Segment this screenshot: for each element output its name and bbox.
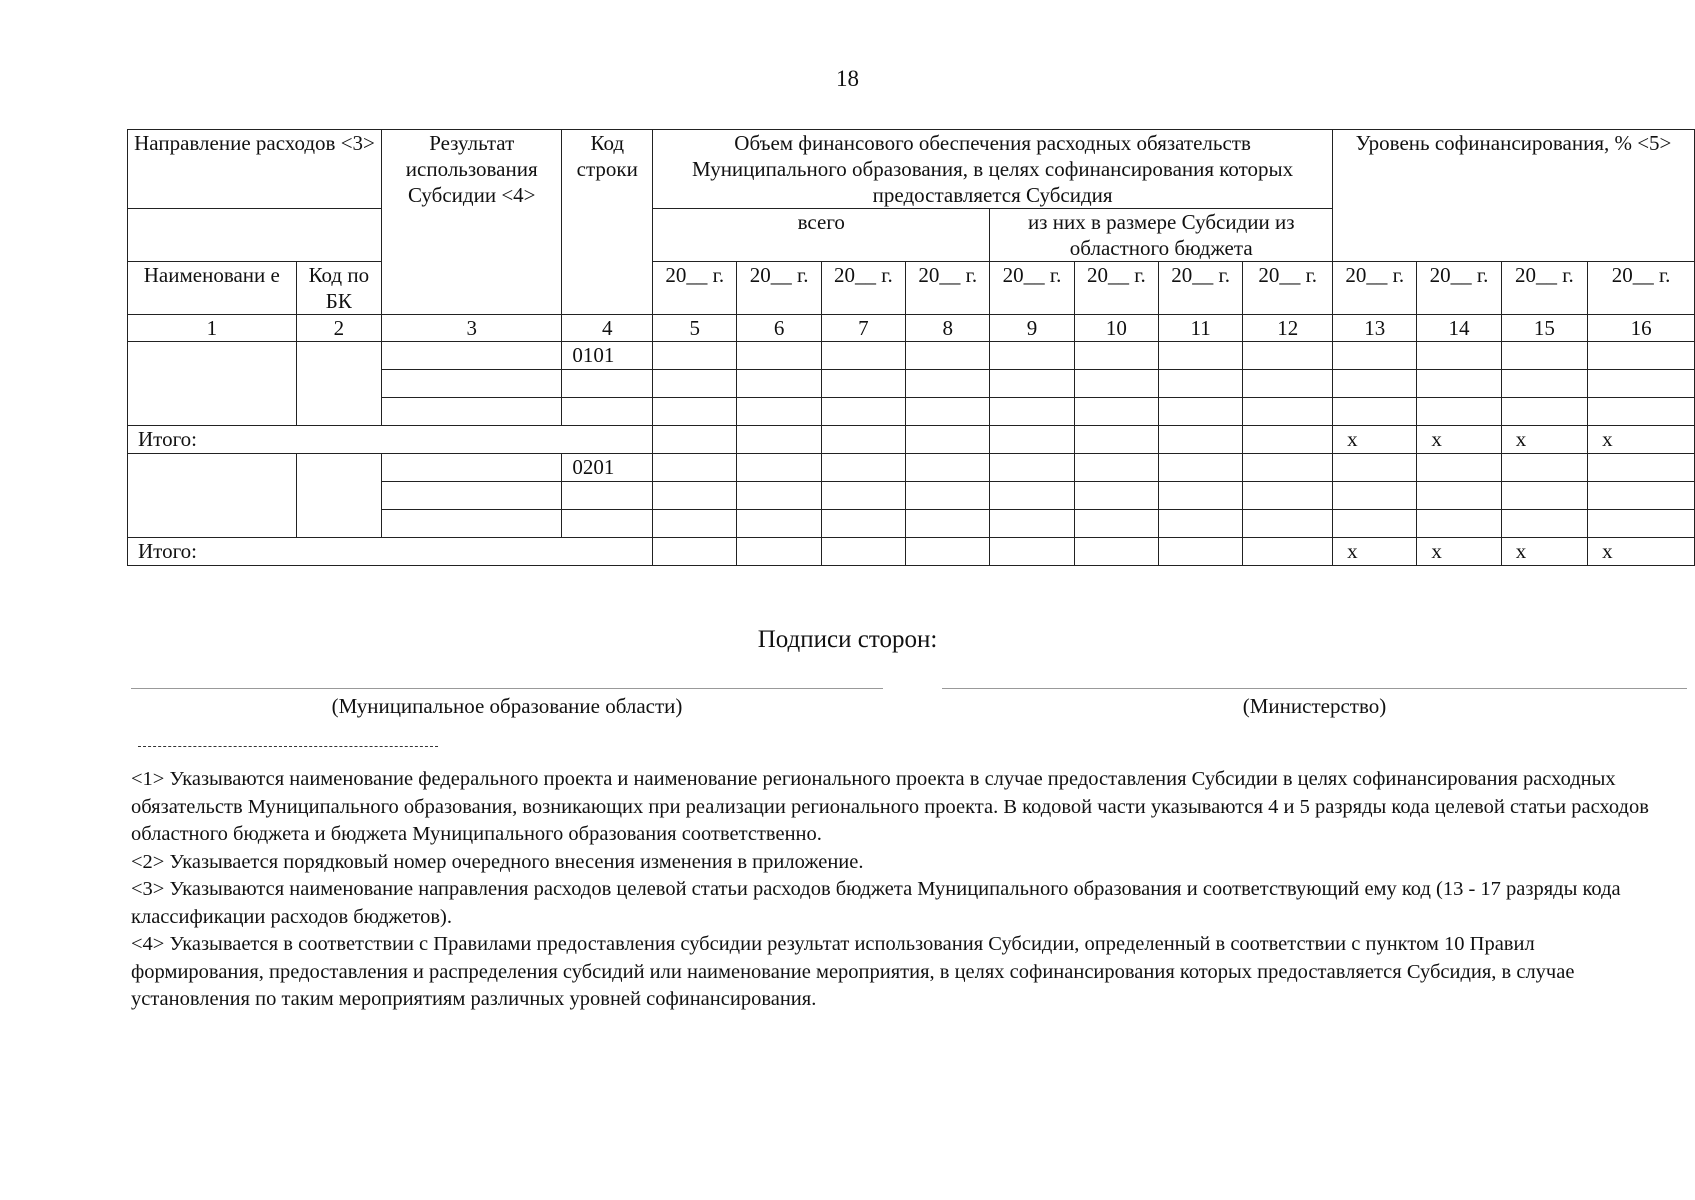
header-name: Наименовани е [128, 262, 297, 315]
total-value[interactable] [1159, 426, 1243, 454]
header-of-which: из них в размере Субсидии из областного бюджета [990, 209, 1333, 262]
cell-result[interactable] [382, 510, 562, 538]
cell-value[interactable] [1159, 482, 1243, 510]
cell-value[interactable] [990, 482, 1074, 510]
cell-value[interactable] [737, 342, 821, 370]
signature-line-right [942, 688, 1687, 689]
x-mark: x [1588, 538, 1695, 566]
total-value[interactable] [906, 426, 990, 454]
cell-value[interactable] [906, 398, 990, 426]
cell-value[interactable] [1074, 482, 1158, 510]
cell-value[interactable] [653, 454, 737, 482]
cell-value[interactable] [653, 398, 737, 426]
cell-value[interactable] [737, 370, 821, 398]
header-year-8: 20__ г. [906, 262, 990, 315]
footnotes [131, 766, 1651, 1014]
cell-result[interactable] [382, 342, 562, 370]
cell-value[interactable] [821, 342, 905, 370]
x-mark: x [1501, 426, 1587, 454]
cell-value[interactable] [737, 482, 821, 510]
cell-value[interactable] [1588, 510, 1695, 538]
column-number: 16 [1588, 315, 1695, 342]
cell-value[interactable] [1243, 342, 1333, 370]
cell-value[interactable] [906, 342, 990, 370]
header-year-5: 20__ г. [653, 262, 737, 315]
column-number: 4 [562, 315, 653, 342]
cell-value[interactable] [1074, 342, 1158, 370]
cell-value[interactable] [1333, 482, 1417, 510]
total-label: Итого: [128, 538, 653, 566]
total-value[interactable] [906, 538, 990, 566]
total-value[interactable] [821, 426, 905, 454]
total-value[interactable] [737, 538, 821, 566]
cell-value[interactable] [653, 370, 737, 398]
cell-value[interactable] [1243, 398, 1333, 426]
cell-value[interactable] [906, 370, 990, 398]
cell-name[interactable] [128, 454, 297, 538]
column-number: 11 [1159, 315, 1243, 342]
cell-value[interactable] [1074, 398, 1158, 426]
header-direction-spacer [128, 209, 382, 262]
cell-result[interactable] [382, 454, 562, 482]
total-row [128, 426, 1695, 454]
cell-value[interactable] [821, 398, 905, 426]
cell-value[interactable] [990, 398, 1074, 426]
header-direction: Направление расходов <3> [128, 130, 382, 209]
page-number: 18 [836, 66, 859, 91]
header-year-13: 20__ г. [1333, 262, 1417, 315]
cell-bk-code[interactable] [296, 342, 381, 426]
cell-value[interactable] [1588, 454, 1695, 482]
column-number: 13 [1333, 315, 1417, 342]
cell-value[interactable] [653, 510, 737, 538]
cell-value[interactable] [821, 482, 905, 510]
cell-value[interactable] [1074, 510, 1158, 538]
cell-value[interactable] [1074, 454, 1158, 482]
column-number: 1 [128, 315, 297, 342]
cell-row-code[interactable] [562, 398, 653, 426]
cell-value[interactable] [737, 510, 821, 538]
cell-value[interactable] [1159, 398, 1243, 426]
cell-row-code[interactable]: 0201 [562, 454, 653, 482]
cell-value[interactable] [1588, 342, 1695, 370]
header-cofinancing: Уровень софинансирования, % <5> [1333, 130, 1695, 262]
cell-value[interactable] [1417, 482, 1501, 510]
footnote-3: <3> Указываются наименование направления расходов целевой статьи расходов бюджета Муниципального образования и соответствующий ему код (13 - 17 разряды кода классификации расходов бюджетов). [131, 878, 1621, 928]
cell-value[interactable] [1159, 370, 1243, 398]
cell-value[interactable] [1243, 510, 1333, 538]
header-result: Результат использования Субсидии <4> [382, 130, 562, 315]
signatures-title: Подписи сторон: [757, 626, 938, 653]
cell-value[interactable] [1333, 370, 1417, 398]
column-number: 8 [906, 315, 990, 342]
column-number: 12 [1243, 315, 1333, 342]
total-value[interactable] [1074, 538, 1158, 566]
cell-row-code[interactable] [562, 510, 653, 538]
header-bk-code: Код по БК [296, 262, 381, 315]
cell-value[interactable] [1501, 370, 1587, 398]
cell-value[interactable] [1333, 510, 1417, 538]
total-value[interactable] [737, 426, 821, 454]
cell-value[interactable] [1501, 454, 1587, 482]
total-row [128, 538, 1695, 566]
column-number: 14 [1417, 315, 1501, 342]
cell-value[interactable] [1417, 342, 1501, 370]
cell-value[interactable] [1243, 370, 1333, 398]
signature-line-left [131, 688, 883, 689]
x-mark: x [1417, 538, 1501, 566]
cell-value[interactable] [1588, 482, 1695, 510]
header-total: всего [653, 209, 990, 262]
total-value[interactable] [1074, 426, 1158, 454]
cell-value[interactable] [990, 342, 1074, 370]
footnote-4: <4> Указывается в соответствии с Правилами предоставления субсидии результат использования Субсидии, определенный в соответствии с пунктом 10 Правил формирования, предоставления и распределения субсидий или наименование мероприятия, в целях софинансирования которых предоставляется Субсидия, в случае установления по таким мероприятиям различных уровней софинансирования. [131, 933, 1575, 1010]
footnote-1: <1> Указываются наименование федерального проекта и наименование регионального проекта в случае предоставления Субсидии в целях софинансирования расходных обязательств Муниципального образования, возникающих при реализации регионального проекта. В кодовой части указываются 4 и 5 разряды кода целевой статьи расходов областного бюджета и бюджета Муниципального образования соответственно. [131, 768, 1649, 845]
cell-value[interactable] [1501, 398, 1587, 426]
total-value[interactable] [1243, 426, 1333, 454]
cell-value[interactable] [1333, 398, 1417, 426]
cell-value[interactable] [737, 398, 821, 426]
header-year-7: 20__ г. [821, 262, 905, 315]
header-year-11: 20__ г. [1159, 262, 1243, 315]
cell-value[interactable] [1333, 454, 1417, 482]
header-year-16: 20__ г. [1588, 262, 1695, 315]
cell-value[interactable] [990, 454, 1074, 482]
signature-label-right: (Министерство) [1242, 694, 1387, 718]
total-value[interactable] [1159, 538, 1243, 566]
cell-value[interactable] [1501, 342, 1587, 370]
cell-value[interactable] [1417, 398, 1501, 426]
cell-value[interactable] [1243, 482, 1333, 510]
cell-value[interactable] [1417, 510, 1501, 538]
cell-value[interactable] [821, 370, 905, 398]
total-label: Итого: [128, 426, 653, 454]
cell-value[interactable] [737, 454, 821, 482]
signature-label-left: (Муниципальное образование области) [331, 694, 683, 718]
cell-value[interactable] [990, 370, 1074, 398]
cell-value[interactable] [906, 454, 990, 482]
total-value[interactable] [653, 426, 737, 454]
header-row-code: Код строки [562, 130, 653, 315]
cell-row-code[interactable]: 0101 [562, 342, 653, 370]
cell-value[interactable] [653, 482, 737, 510]
cell-value[interactable] [1159, 342, 1243, 370]
cell-bk-code[interactable] [296, 454, 381, 538]
column-number: 2 [296, 315, 381, 342]
footnote-separator [138, 746, 438, 747]
cell-value[interactable] [1501, 510, 1587, 538]
header-year-6: 20__ г. [737, 262, 821, 315]
header-year-9: 20__ г. [990, 262, 1074, 315]
column-number: 5 [653, 315, 737, 342]
column-number: 6 [737, 315, 821, 342]
cell-result[interactable] [382, 482, 562, 510]
cell-value[interactable] [1159, 510, 1243, 538]
header-year-14: 20__ г. [1417, 262, 1501, 315]
cell-value[interactable] [821, 510, 905, 538]
total-value[interactable] [990, 538, 1074, 566]
cell-name[interactable] [128, 342, 297, 426]
cell-value[interactable] [1588, 398, 1695, 426]
footnote-2: <2> Указывается порядковый номер очередного внесения изменения в приложение. [131, 850, 864, 873]
column-number: 9 [990, 315, 1074, 342]
cell-result[interactable] [382, 370, 562, 398]
column-number: 7 [821, 315, 905, 342]
cell-value[interactable] [1588, 370, 1695, 398]
column-number: 15 [1501, 315, 1587, 342]
x-mark: x [1333, 538, 1417, 566]
cell-value[interactable] [1243, 454, 1333, 482]
cell-value[interactable] [1417, 370, 1501, 398]
header-year-15: 20__ г. [1501, 262, 1587, 315]
subsidy-table [127, 129, 1695, 566]
cell-value[interactable] [990, 510, 1074, 538]
cell-value[interactable] [821, 454, 905, 482]
cell-value[interactable] [1333, 342, 1417, 370]
header-volume: Объем финансового обеспечения расходных обязательств Муниципального образования, в целях софинансирования которых предоставляется Субсидия [653, 130, 1333, 209]
x-mark: x [1588, 426, 1695, 454]
table-row [128, 342, 1695, 370]
column-number: 10 [1074, 315, 1158, 342]
x-mark: x [1501, 538, 1587, 566]
total-value[interactable] [653, 538, 737, 566]
cell-value[interactable] [653, 342, 737, 370]
cell-value[interactable] [1417, 454, 1501, 482]
total-value[interactable] [990, 426, 1074, 454]
x-mark: x [1417, 426, 1501, 454]
cell-row-code[interactable] [562, 370, 653, 398]
cell-value[interactable] [906, 510, 990, 538]
cell-value[interactable] [1501, 482, 1587, 510]
column-number: 3 [382, 315, 562, 342]
header-year-12: 20__ г. [1243, 262, 1333, 315]
cell-result[interactable] [382, 398, 562, 426]
cell-value[interactable] [1074, 370, 1158, 398]
cell-value[interactable] [1159, 454, 1243, 482]
x-mark: x [1333, 426, 1417, 454]
header-year-10: 20__ г. [1074, 262, 1158, 315]
total-value[interactable] [821, 538, 905, 566]
cell-value[interactable] [906, 482, 990, 510]
cell-row-code[interactable] [562, 482, 653, 510]
total-value[interactable] [1243, 538, 1333, 566]
table-row [128, 454, 1695, 482]
